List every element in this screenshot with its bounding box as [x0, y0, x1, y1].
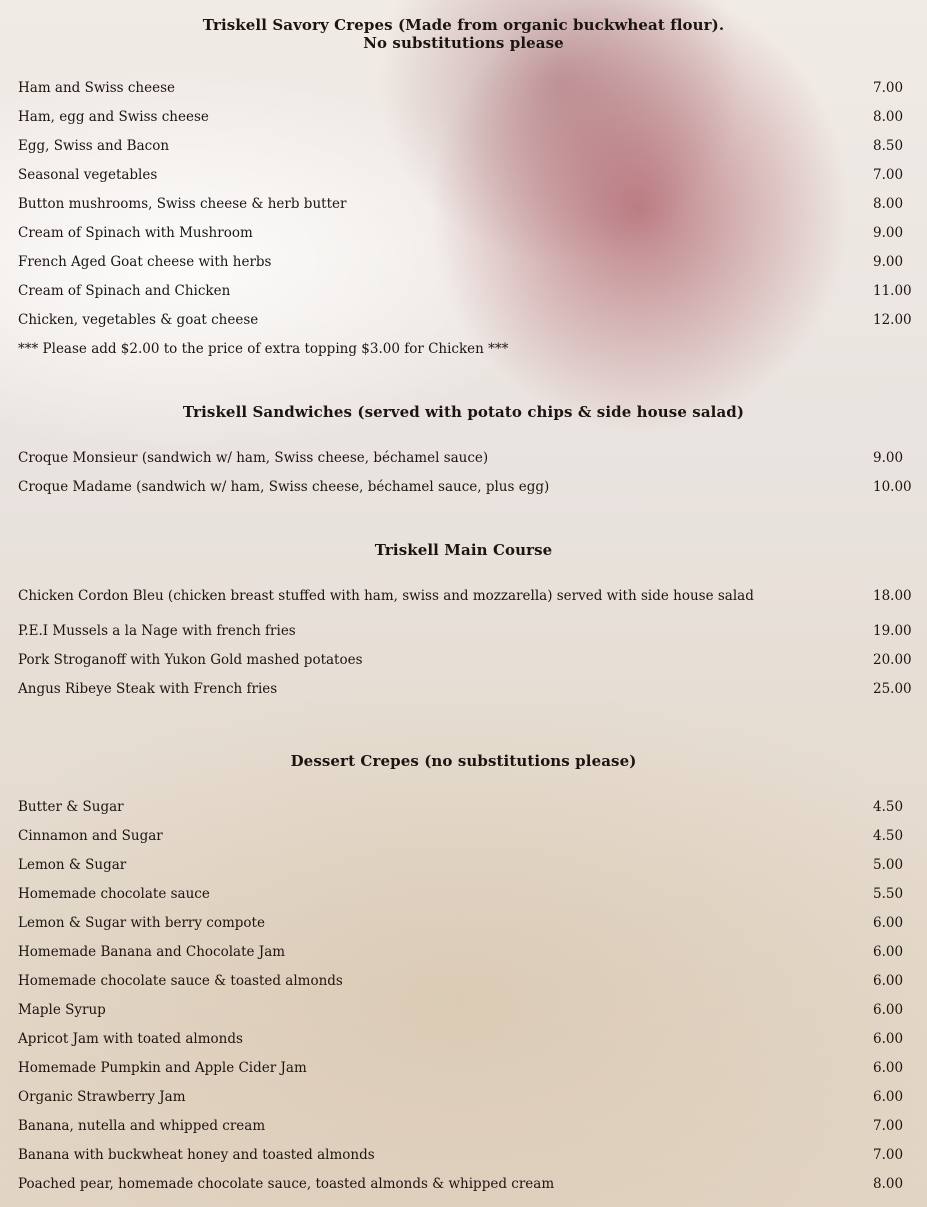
sandwiches-section-title: Triskell Sandwiches (served with potato chips & side house salad) [182, 403, 745, 421]
item-price: 4.50 [873, 828, 904, 844]
menu-item [18, 856, 910, 874]
item-price: 6.00 [873, 973, 904, 989]
item-price: 8.50 [873, 138, 904, 154]
item-name: Seasonal vegetables [18, 167, 158, 183]
item-price: 6.00 [873, 915, 904, 931]
menu-item [18, 253, 910, 271]
item-name: Homemade chocolate sauce [18, 886, 210, 902]
menu-item [18, 224, 910, 242]
item-name: Homemade Banana and Chocolate Jam [18, 944, 286, 960]
item-price: 12.00 [873, 312, 912, 328]
item-name: P.E.I Mussels a la Nage with french fries [18, 623, 296, 639]
menu-item [18, 195, 910, 213]
item-price: 8.00 [873, 196, 904, 212]
item-name: Cream of Spinach and Chicken [18, 283, 231, 299]
item-name: Homemade chocolate sauce & toasted almonds [18, 973, 343, 989]
menu-item [18, 914, 910, 932]
item-price: 9.00 [873, 254, 904, 270]
menu-item [18, 1001, 910, 1019]
item-price: 7.00 [873, 1118, 904, 1134]
item-name: Croque Monsieur (sandwich w/ ham, Swiss cheese, béchamel sauce) [18, 450, 489, 466]
item-price: 5.00 [873, 857, 904, 873]
item-price: 8.00 [873, 1176, 904, 1192]
menu-item [18, 108, 910, 126]
item-name: Cinnamon and Sugar [18, 828, 163, 844]
item-price: 20.00 [873, 652, 912, 668]
menu-item [18, 478, 910, 496]
menu-item [18, 1146, 910, 1164]
menu-item [18, 79, 910, 97]
menu-item [18, 622, 910, 640]
item-price: 11.00 [873, 283, 912, 299]
menu-item [18, 943, 910, 961]
item-name: Button mushrooms, Swiss cheese & herb butter [18, 196, 347, 212]
menu-item [18, 587, 910, 605]
item-name: Angus Ribeye Steak with French fries [18, 681, 278, 697]
savory-section-title: Triskell Savory Crepes (Made from organic buckwheat flour). [202, 16, 725, 34]
item-price: 6.00 [873, 944, 904, 960]
item-name: Banana with buckwheat honey and toasted almonds [18, 1147, 375, 1163]
item-price: 7.00 [873, 80, 904, 96]
item-name: Organic Strawberry Jam [18, 1089, 186, 1105]
menu-item [18, 651, 910, 669]
menu-item [18, 282, 910, 300]
item-name: Cream of Spinach with Mushroom [18, 225, 253, 241]
item-name: Homemade Pumpkin and Apple Cider Jam [18, 1060, 307, 1076]
menu-item [18, 1175, 910, 1193]
item-name: Poached pear, homemade chocolate sauce, toasted almonds & whipped cream [18, 1176, 555, 1192]
item-price: 7.00 [873, 1147, 904, 1163]
menu-item [18, 972, 910, 990]
menu-item [18, 137, 910, 155]
item-price: 25.00 [873, 681, 912, 697]
item-name: Apricot Jam with toated almonds [18, 1031, 243, 1047]
item-name: Chicken Cordon Bleu (chicken breast stuffed with ham, swiss and mozzarella) served with side house salad [18, 588, 754, 604]
item-name: Croque Madame (sandwich w/ ham, Swiss cheese, béchamel sauce, plus egg) [18, 479, 550, 495]
dessert-section-title: Dessert Crepes (no substitutions please) [290, 752, 637, 770]
item-price: 6.00 [873, 1060, 904, 1076]
menu-item [18, 798, 910, 816]
topping-note: *** Please add $2.00 to the price of extra topping $3.00 for Chicken *** [18, 341, 509, 357]
item-name: Butter & Sugar [18, 799, 124, 815]
item-name: Pork Stroganoff with Yukon Gold mashed potatoes [18, 652, 363, 668]
item-name: Maple Syrup [18, 1002, 106, 1018]
menu-item [18, 885, 910, 903]
item-name: Chicken, vegetables & goat cheese [18, 312, 259, 328]
item-name: Banana, nutella and whipped cream [18, 1118, 266, 1134]
menu-item [18, 1030, 910, 1048]
main-course-section-title: Triskell Main Course [374, 541, 553, 559]
item-name: Lemon & Sugar with berry compote [18, 915, 265, 931]
item-price: 5.50 [873, 886, 904, 902]
item-price: 9.00 [873, 450, 904, 466]
menu-item [18, 311, 910, 329]
item-price: 8.00 [873, 109, 904, 125]
item-price: 6.00 [873, 1002, 904, 1018]
item-name: Lemon & Sugar [18, 857, 127, 873]
item-name: Egg, Swiss and Bacon [18, 138, 170, 154]
item-price: 19.00 [873, 623, 912, 639]
item-price: 9.00 [873, 225, 904, 241]
item-price: 6.00 [873, 1031, 904, 1047]
menu-item [18, 1088, 910, 1106]
menu-item [18, 449, 910, 467]
item-price: 7.00 [873, 167, 904, 183]
item-name: Ham, egg and Swiss cheese [18, 109, 209, 125]
savory-section-subtitle: No substitutions please [363, 34, 564, 52]
item-price: 10.00 [873, 479, 912, 495]
item-price: 18.00 [873, 588, 912, 604]
item-price: 4.50 [873, 799, 904, 815]
menu-item [18, 1117, 910, 1135]
menu-item [18, 680, 910, 698]
menu-item [18, 827, 910, 845]
menu-item [18, 1059, 910, 1077]
item-price: 6.00 [873, 1089, 904, 1105]
menu-item [18, 166, 910, 184]
item-name: Ham and Swiss cheese [18, 80, 176, 96]
item-name: French Aged Goat cheese with herbs [18, 254, 272, 270]
